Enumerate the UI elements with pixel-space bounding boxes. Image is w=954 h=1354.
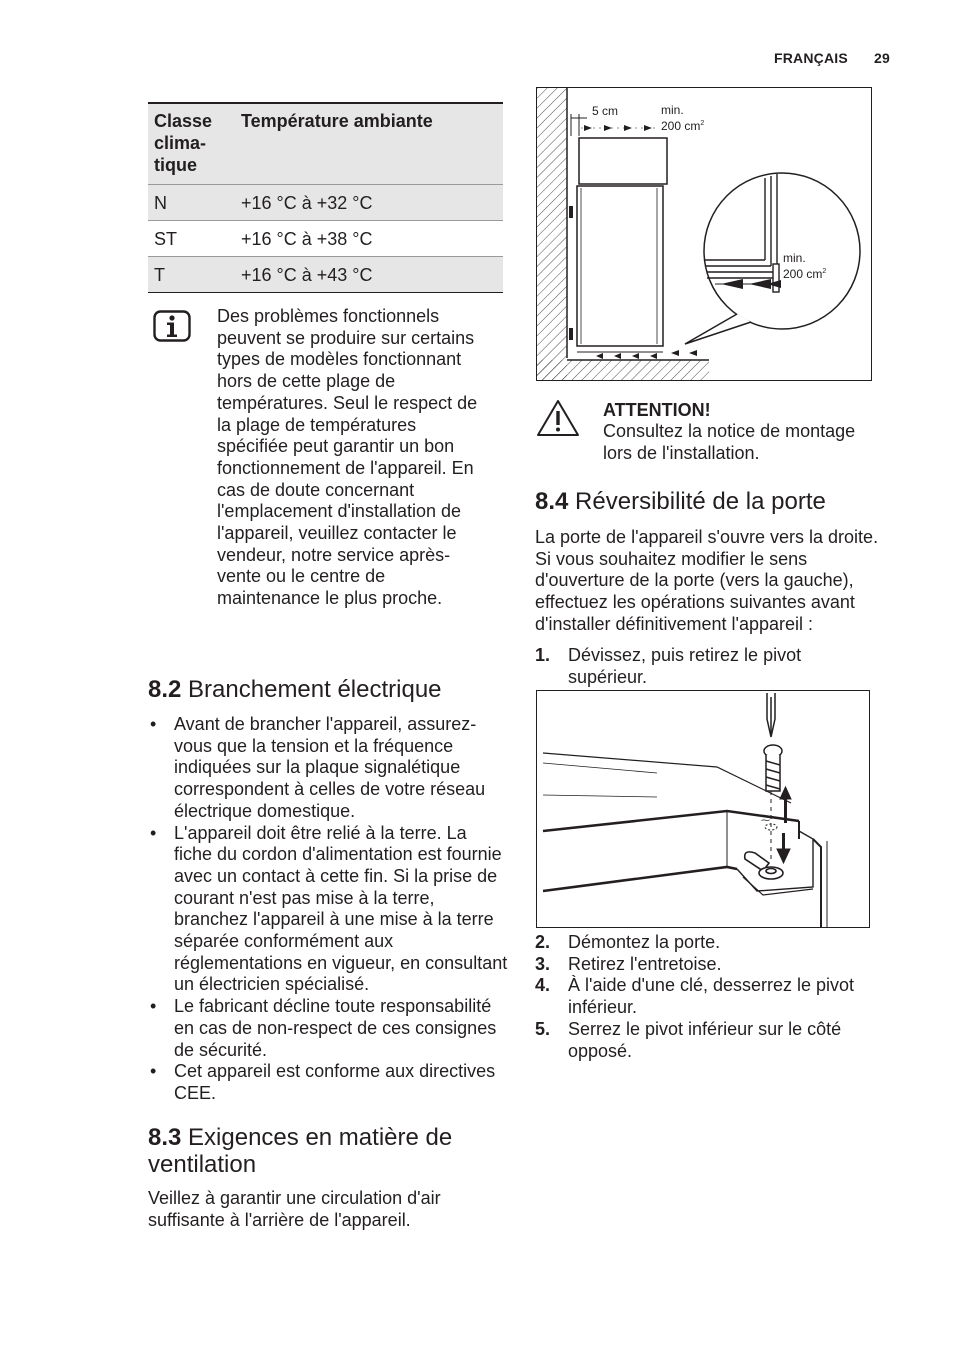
pivot-icon: [745, 852, 783, 879]
pivot-detail-mark: ⁓: [761, 815, 770, 825]
direction-arrows: [777, 787, 791, 863]
detail-callout: [704, 173, 860, 329]
door-reversal-steps-first: [535, 645, 875, 688]
section-heading-8-4: 8.4 Réversibilité de la porte: [535, 488, 826, 515]
list-item: 2. Démontez la porte.: [535, 932, 721, 952]
table-row: [148, 257, 503, 293]
list-item: 3. Retirez l'entretoise.: [535, 953, 722, 974]
floor-hatching: [537, 360, 709, 380]
section-heading-8-3: 8.3 Exigences en matière de ventilation: [148, 1124, 453, 1178]
table-cell-class: T: [148, 257, 235, 293]
electrical-connection-list: [148, 714, 508, 1105]
door-reversal-steps: [535, 932, 875, 1062]
top-cabinet: [579, 138, 667, 184]
info-note-text: Des problèmes fonctionnels peuvent se produire sur certains types de modèles fonctionnant hors de cette plage de températures. Seul le respect de la plage de températures spécifiée peut garantir un bon fonctionnement de l'appareil. En cas de doute concernant l'emplacement d'installation de l'appareil, veuillez contacter le vendeur, notre service après-vente ou le centre de maintenance le plus proche.: [217, 306, 478, 609]
climate-class-table: [148, 102, 503, 293]
list-item: • Cet appareil est conforme aux directives CEE.: [148, 1061, 508, 1104]
list-item: • Le fabricant décline toute responsabilité en cas de non-respect de ces consignes de sécurité.: [148, 996, 508, 1061]
header-language: FRANÇAIS: [773, 50, 848, 66]
wall-hatching: [537, 88, 567, 380]
screwdriver-icon: [767, 693, 775, 737]
bottom-min-label: min.: [783, 251, 806, 265]
table-row: [148, 185, 503, 221]
screw-icon: [764, 745, 782, 791]
door-reversal-intro: La porte de l'appareil s'ouvre vers la droite. Si vous souhaitez modifier le sens d'ouverture de la porte (vers la gauche), effectuez les opérations suivantes avant d'installer définitivement l'appareil :: [535, 527, 879, 634]
table-row: [148, 221, 503, 257]
table-cell-temperature: +16 °C à +38 °C: [235, 221, 503, 257]
appliance-body: [577, 186, 663, 346]
warning-icon: [536, 398, 580, 438]
list-item: 5. Serrez le pivot inférieur sur le côté opposé.: [535, 1018, 842, 1061]
table-cell-temperature: +16 °C à +43 °C: [235, 257, 503, 293]
warning-title: ATTENTION!: [603, 400, 711, 420]
table-cell-temperature: +16 °C à +32 °C: [235, 185, 503, 221]
warning-text: Consultez la notice de montage lors de l'installation.: [603, 421, 856, 463]
airflow-arrows-bottom: [596, 350, 697, 359]
section-heading-8-2: 8.2 Branchement électrique: [148, 676, 442, 703]
page-header: [752, 50, 890, 66]
table-cell-class: N: [148, 185, 235, 221]
table-cell-class: ST: [148, 221, 235, 257]
ventilation-text: Veillez à garantir une circulation d'air suffisante à l'arrière de l'appareil.: [148, 1188, 441, 1230]
table-header-ambient-temperature: Température ambiante: [235, 103, 503, 185]
list-item: 1. Dévissez, puis retirez le pivot supérieur.: [535, 645, 802, 687]
ventilation-diagram: [536, 87, 872, 381]
top-area-label: 200 $cm^2$: [661, 119, 705, 133]
list-item: • Avant de brancher l'appareil, assurez-vous que la tension et la fréquence indiquées sur la plaque signalétique correspondent à celles de votre réseau électrique domestique.: [148, 714, 508, 823]
page-number: 29: [874, 50, 890, 66]
gap-label: 5 cm: [592, 104, 619, 118]
bottom-area-label: 200 $cm^2$: [783, 267, 827, 281]
table-header-row: [148, 103, 503, 185]
list-item: 4. À l'aide d'une clé, desserrez le pivot inférieur.: [535, 975, 855, 1018]
table-header-climate-class: Classe clima- tique: [148, 103, 235, 185]
list-item: • L'appareil doit être relié à la terre. La fiche du cordon d'alimentation est fournie avec un contact à cette fin. Si la prise de courant n'est pas mise à la terre, branchez l'appareil à une mise à la terre séparée conformément aux réglementations en vigueur, en consultant un électricien spécialisé.: [148, 823, 508, 997]
info-icon: [153, 310, 191, 342]
top-min-label: min.: [661, 103, 684, 117]
top-pivot-diagram: [536, 690, 870, 928]
